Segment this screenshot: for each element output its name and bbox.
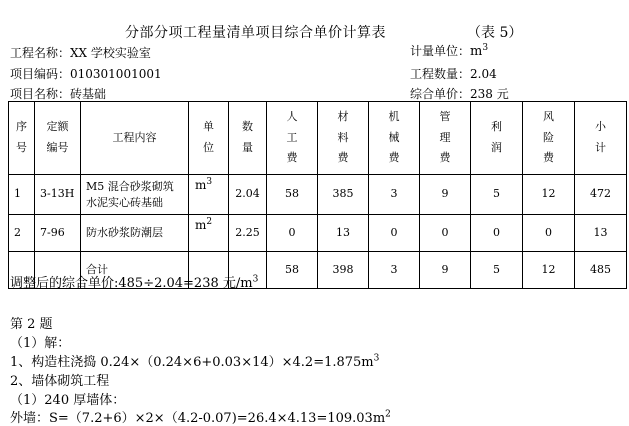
- project-name: 工程名称：XX 学校实验室: [10, 46, 151, 60]
- row-risk: 12: [523, 175, 575, 215]
- header-profit: 利润: [471, 102, 523, 175]
- table-row: [9, 215, 627, 252]
- unit-price: 综合单价：238 元: [410, 87, 509, 101]
- row-material: 385: [318, 175, 369, 215]
- table-title: 分部分项工程量清单项目综合单价计算表: [125, 25, 386, 41]
- work-quantity: 工程数量：2.04: [410, 67, 497, 81]
- row-material: 13: [318, 215, 369, 252]
- header-labor: 人工费: [267, 102, 318, 175]
- header-material: 材料费: [318, 102, 369, 175]
- adjusted-price-line: 调整后的综合单价:485÷2.04=238 元$/m^3$: [10, 274, 259, 291]
- measure-unit: [410, 42, 488, 59]
- measure-unit-exp: 3: [482, 43, 489, 53]
- header-subtotal: 小计: [575, 102, 627, 175]
- row-profit: 5: [471, 175, 523, 215]
- total-machine: 3: [369, 252, 420, 289]
- header-qty: 数量: [229, 102, 267, 175]
- total-profit: 5: [471, 252, 523, 289]
- row-qty: 2.04: [229, 175, 267, 215]
- row-mgmt: 0: [420, 215, 471, 252]
- table-number: （表 5）: [467, 25, 523, 41]
- calc-line-1: 1、构造柱浇捣 $0.24\times(0.24\times 6+0.03\times 14)\times 4.2=1.875m^3$: [10, 353, 380, 370]
- total-risk: 12: [523, 252, 575, 289]
- row-code: 7-96: [35, 215, 81, 252]
- row-seq: 2: [9, 215, 35, 252]
- table-row: [9, 175, 627, 215]
- row-labor: 58: [267, 175, 318, 215]
- solution-label: （1）解：: [10, 336, 71, 351]
- row-mgmt: 9: [420, 175, 471, 215]
- row-risk: 0: [523, 215, 575, 252]
- row-machine: 0: [369, 215, 420, 252]
- header-seq: 序号: [9, 102, 35, 175]
- row-subtotal: 13: [575, 215, 627, 252]
- header-risk: 风险费: [523, 102, 575, 175]
- total-subtotal: 485: [575, 252, 627, 289]
- measure-unit-value: m: [470, 44, 483, 59]
- header-content: 工程内容: [81, 102, 189, 175]
- total-material: 398: [318, 252, 369, 289]
- row-content: M5 混合砂浆砌筑水泥实心砖基础: [81, 175, 189, 215]
- header-machine: 机械费: [369, 102, 420, 175]
- row-unit: $m^3$: [189, 175, 229, 215]
- row-machine: 3: [369, 175, 420, 215]
- total-labor: 58: [267, 252, 318, 289]
- cost-table: [8, 101, 627, 289]
- item-code: 项目编码：010301001001: [10, 67, 162, 81]
- calc-line-4: 外墙：$S=(7.2+6)\times 2\times(4.2-0.07)=26.4\times 4.13=109.03m^2$: [10, 409, 391, 426]
- header-row: [9, 102, 627, 175]
- total-label: 合计: [81, 252, 189, 289]
- row-labor: 0: [267, 215, 318, 252]
- row-code: 3-13H: [35, 175, 81, 215]
- header-unit: 单位: [189, 102, 229, 175]
- header-code: 定额编号: [35, 102, 81, 175]
- calc-line-2: 2、墙体砌筑工程: [10, 374, 110, 389]
- calc-line-3: （1）240 厚墙体：: [10, 393, 126, 408]
- total-mgmt: 9: [420, 252, 471, 289]
- measure-unit-label: 计量单位：: [410, 44, 471, 58]
- row-subtotal: 472: [575, 175, 627, 215]
- header-mgmt: 管理费: [420, 102, 471, 175]
- row-profit: 0: [471, 215, 523, 252]
- row-unit: $m^2$: [189, 215, 229, 252]
- question-2-heading: 第 2 题: [10, 317, 53, 332]
- row-content: 防水砂浆防潮层: [81, 215, 189, 252]
- item-name: 项目名称：砖基础: [10, 87, 107, 101]
- row-seq: 1: [9, 175, 35, 215]
- row-qty: 2.25: [229, 215, 267, 252]
